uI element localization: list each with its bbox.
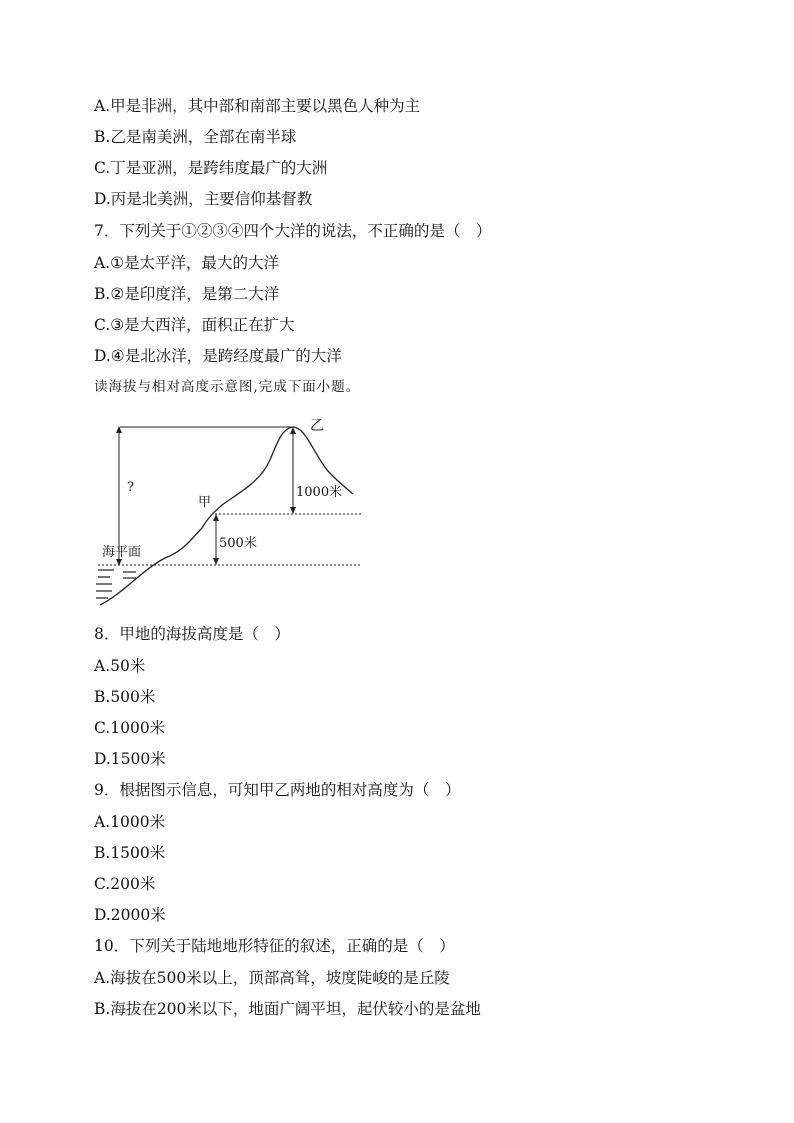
terrain-profile bbox=[100, 427, 353, 605]
label-sea-level: 海平面 bbox=[102, 545, 142, 560]
label-yi: 乙 bbox=[310, 418, 324, 434]
q6-option-b: B.乙是南美洲，全部在南半球 bbox=[94, 128, 297, 146]
q9-option-c: C.200米 bbox=[94, 875, 156, 893]
q10-stem: 10．下列关于陆地地形特征的叙述，正确的是（ ） bbox=[94, 937, 455, 955]
label-1000: 1000米 bbox=[296, 485, 343, 500]
q9-stem: 9．根据图示信息，可知甲乙两地的相对高度为（ ） bbox=[94, 781, 461, 799]
q9-option-a: A.1000米 bbox=[94, 813, 166, 831]
q7-option-b: B.②是印度洋，是第二大洋 bbox=[94, 285, 280, 303]
label-jia: 甲 bbox=[198, 495, 212, 510]
arrow-up-icon bbox=[213, 514, 219, 521]
arrow-down-icon bbox=[290, 507, 296, 514]
q9-option-b: B.1500米 bbox=[94, 844, 166, 862]
q10-option-a: A.海拔在500米以上，顶部高耸，坡度陡峻的是丘陵 bbox=[94, 969, 450, 987]
q6-option-c: C.丁是亚洲，是跨纬度最广的大洲 bbox=[94, 159, 328, 177]
elevation-diagram bbox=[90, 410, 380, 610]
q6-option-d: D.丙是北美洲，主要信仰基督教 bbox=[94, 190, 313, 208]
arrow-down-icon bbox=[213, 558, 219, 565]
q10-option-b: B.海拔在200米以下，地面广阔平坦，起伏较小的是盆地 bbox=[94, 1000, 481, 1018]
diagram-intro: 读海拔与相对高度示意图,完成下面小题。 bbox=[94, 379, 361, 395]
label-question: ? bbox=[127, 480, 134, 495]
label-500: 500米 bbox=[219, 536, 257, 551]
q7-option-c: C.③是大西洋，面积正在扩大 bbox=[94, 316, 295, 334]
q8-option-d: D.1500米 bbox=[94, 750, 166, 768]
q8-stem: 8．甲地的海拔高度是（ ） bbox=[94, 625, 290, 643]
q8-option-a: A.50米 bbox=[94, 657, 146, 675]
q7-option-a: A.①是太平洋，最大的大洋 bbox=[94, 254, 280, 272]
q8-option-b: B.500米 bbox=[94, 688, 156, 706]
q9-option-d: D.2000米 bbox=[94, 906, 166, 924]
q7-option-d: D.④是北冰洋，是跨经度最广的大洋 bbox=[94, 347, 342, 365]
q7-stem: 7．下列关于①②③④四个大洋的说法，不正确的是（ ） bbox=[94, 222, 492, 240]
q8-option-c: C.1000米 bbox=[94, 719, 166, 737]
q6-option-a: A.甲是非洲，其中部和南部主要以黑色人种为主 bbox=[94, 97, 421, 115]
